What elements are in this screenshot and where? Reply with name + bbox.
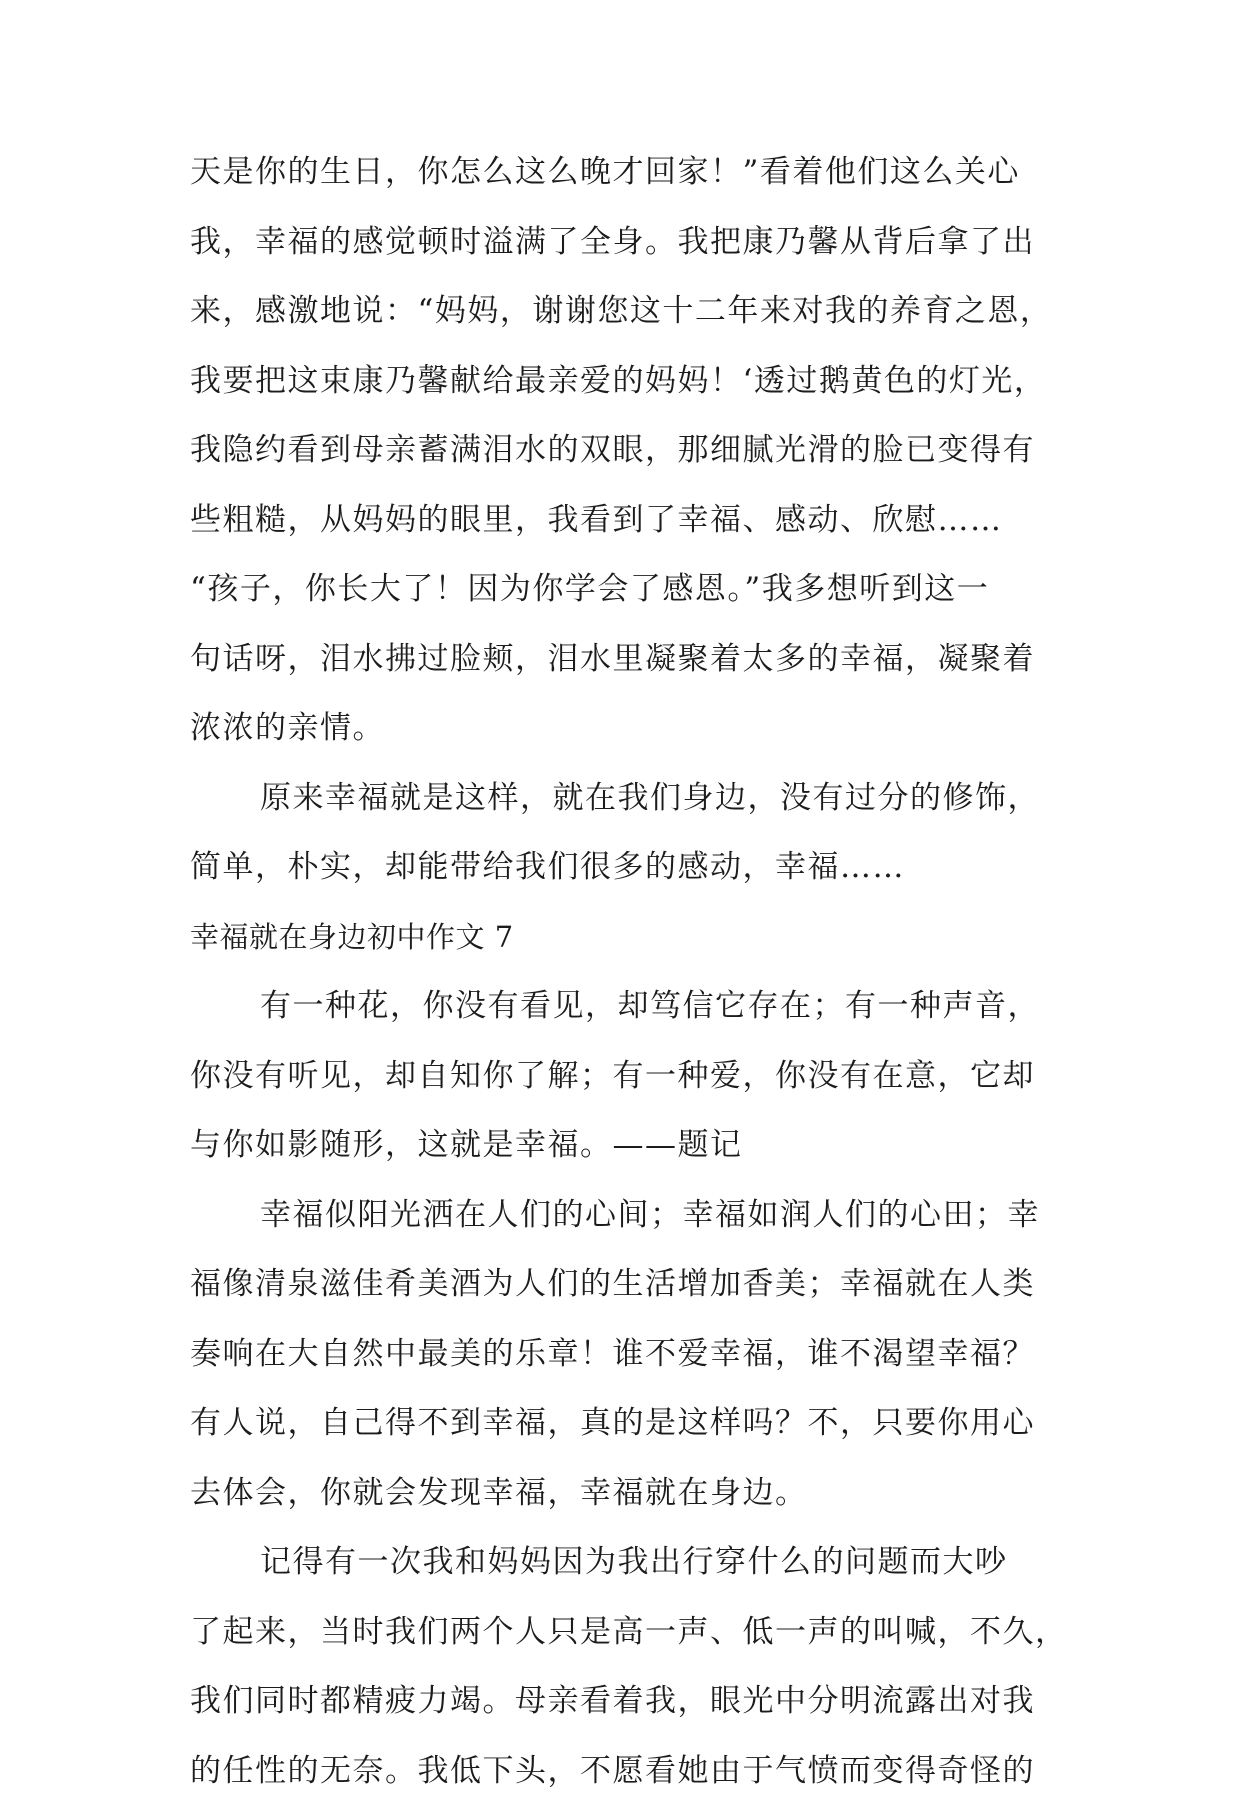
text-line: 幸福似阳光洒在人们的心间；幸福如润人们的心田；幸 bbox=[190, 1181, 1065, 1251]
text-line: 原来幸福就是这样，就在我们身边，没有过分的修饰， bbox=[190, 764, 1065, 834]
text-line: 奏响在大自然中最美的乐章！谁不爱幸福，谁不渴望幸福？ bbox=[190, 1320, 1065, 1390]
text-line: 有一种花，你没有看见，却笃信它存在；有一种声音， bbox=[190, 972, 1065, 1042]
text-line: 有人说，自己得不到幸福，真的是这样吗？不，只要你用心 bbox=[190, 1389, 1065, 1459]
text-line: 与你如影随形，这就是幸福。——题记 bbox=[190, 1111, 1065, 1181]
section-heading: 幸福就在身边初中作文 7 bbox=[190, 903, 1065, 973]
text-line: 去体会，你就会发现幸福，幸福就在身边。 bbox=[190, 1459, 1065, 1529]
text-line: 天是你的生日，你怎么这么晚才回家！”看着他们这么关心 bbox=[190, 138, 1065, 208]
text-line: 浓浓的亲情。 bbox=[190, 694, 1065, 764]
text-line: 我要把这束康乃馨献给最亲爱的妈妈！‘透过鹅黄色的灯光， bbox=[190, 347, 1065, 417]
document-body bbox=[190, 138, 1065, 1806]
text-line: 我隐约看到母亲蓄满泪水的双眼，那细腻光滑的脸已变得有 bbox=[190, 416, 1065, 486]
text-line: 句话呀，泪水拂过脸颊，泪水里凝聚着太多的幸福，凝聚着 bbox=[190, 625, 1065, 695]
text-line: 简单，朴实，却能带给我们很多的感动，幸福…… bbox=[190, 833, 1065, 903]
text-line: 我们同时都精疲力竭。母亲看着我，眼光中分明流露出对我 bbox=[190, 1667, 1065, 1737]
text-line: “孩子，你长大了！因为你学会了感恩。”我多想听到这一 bbox=[190, 555, 1065, 625]
text-line: 你没有听见，却自知你了解；有一种爱，你没有在意，它却 bbox=[190, 1042, 1065, 1112]
text-line: 了起来，当时我们两个人只是高一声、低一声的叫喊，不久， bbox=[190, 1598, 1065, 1668]
text-line: 福像清泉滋佳肴美酒为人们的生活增加香美；幸福就在人类 bbox=[190, 1250, 1065, 1320]
text-line: 些粗糙，从妈妈的眼里，我看到了幸福、感动、欣慰…… bbox=[190, 486, 1065, 556]
text-line: 记得有一次我和妈妈因为我出行穿什么的问题而大吵 bbox=[190, 1528, 1065, 1598]
text-line: 我，幸福的感觉顿时溢满了全身。我把康乃馨从背后拿了出 bbox=[190, 208, 1065, 278]
text-line: 来，感激地说：“妈妈，谢谢您这十二年来对我的养育之恩， bbox=[190, 277, 1065, 347]
text-line: 的任性的无奈。我低下头，不愿看她由于气愤而变得奇怪的 bbox=[190, 1737, 1065, 1806]
